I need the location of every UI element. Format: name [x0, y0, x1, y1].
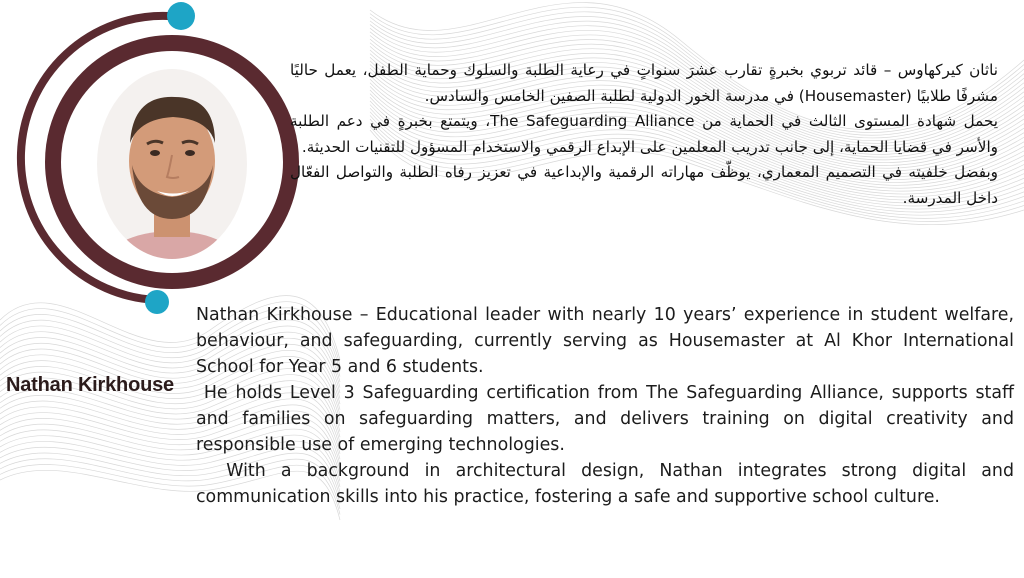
bio-en-paragraph: He holds Level 3 Safeguarding certification from The Safeguarding Alliance, supports staff and families on safeguarding matters, and delivers training on digital creativity and responsible use of emerging technologies. [196, 383, 1020, 455]
bio-en-paragraph: With a background in architectural design, Nathan integrates strong digital and communication skills into his practice, fostering a safe and supportive school culture. [196, 461, 1020, 507]
bio-en-paragraph: Nathan Kirkhouse – Educational leader with nearly 10 years’ experience in student welfare, behaviour, and safeguarding, currently serving as Housemaster at Al Khor International School for Year 5 and 6 students. [196, 305, 1014, 377]
bio-ar-paragraph: ناثان كيركهاوس – قائد تربوي بخبرةٍ تقارب عشرَ سنواتٍ في رعاية الطلبة والسلوك وحماية الطفل، يعمل حاليًا مشرفًا طلابيًا (Housemaster) في مدرسة الخور الدولية لطلبة الصفين الخامس والسادس. [290, 61, 998, 105]
portrait-icon [97, 69, 247, 259]
top-dot [167, 2, 195, 30]
bio-ar-paragraph: وبفضل خلفيته في التصميم المعماري، يوظّف مهاراته الرقمية والإبداعية في تعزيز رفاه الطلبة والتواصل الفعّال داخل المدرسة. [290, 163, 998, 207]
bio-ar-paragraph: يحمل شهادة المستوى الثالث في الحماية من The Safeguarding Alliance، ويتمتع بخبرةٍ في دعم الطلبة والأسر في قضايا الحماية، إلى جانب تدريب المعلمين على الإبداع الرقمي والاستخدام المسؤول للتقنيات الحديثة. [290, 112, 998, 156]
portrait-photo [97, 69, 247, 259]
bottom-dot [145, 290, 169, 314]
bio-english [196, 302, 1020, 510]
profile-name: Nathan Kirkhouse [6, 374, 174, 396]
bio-arabic [290, 58, 998, 211]
